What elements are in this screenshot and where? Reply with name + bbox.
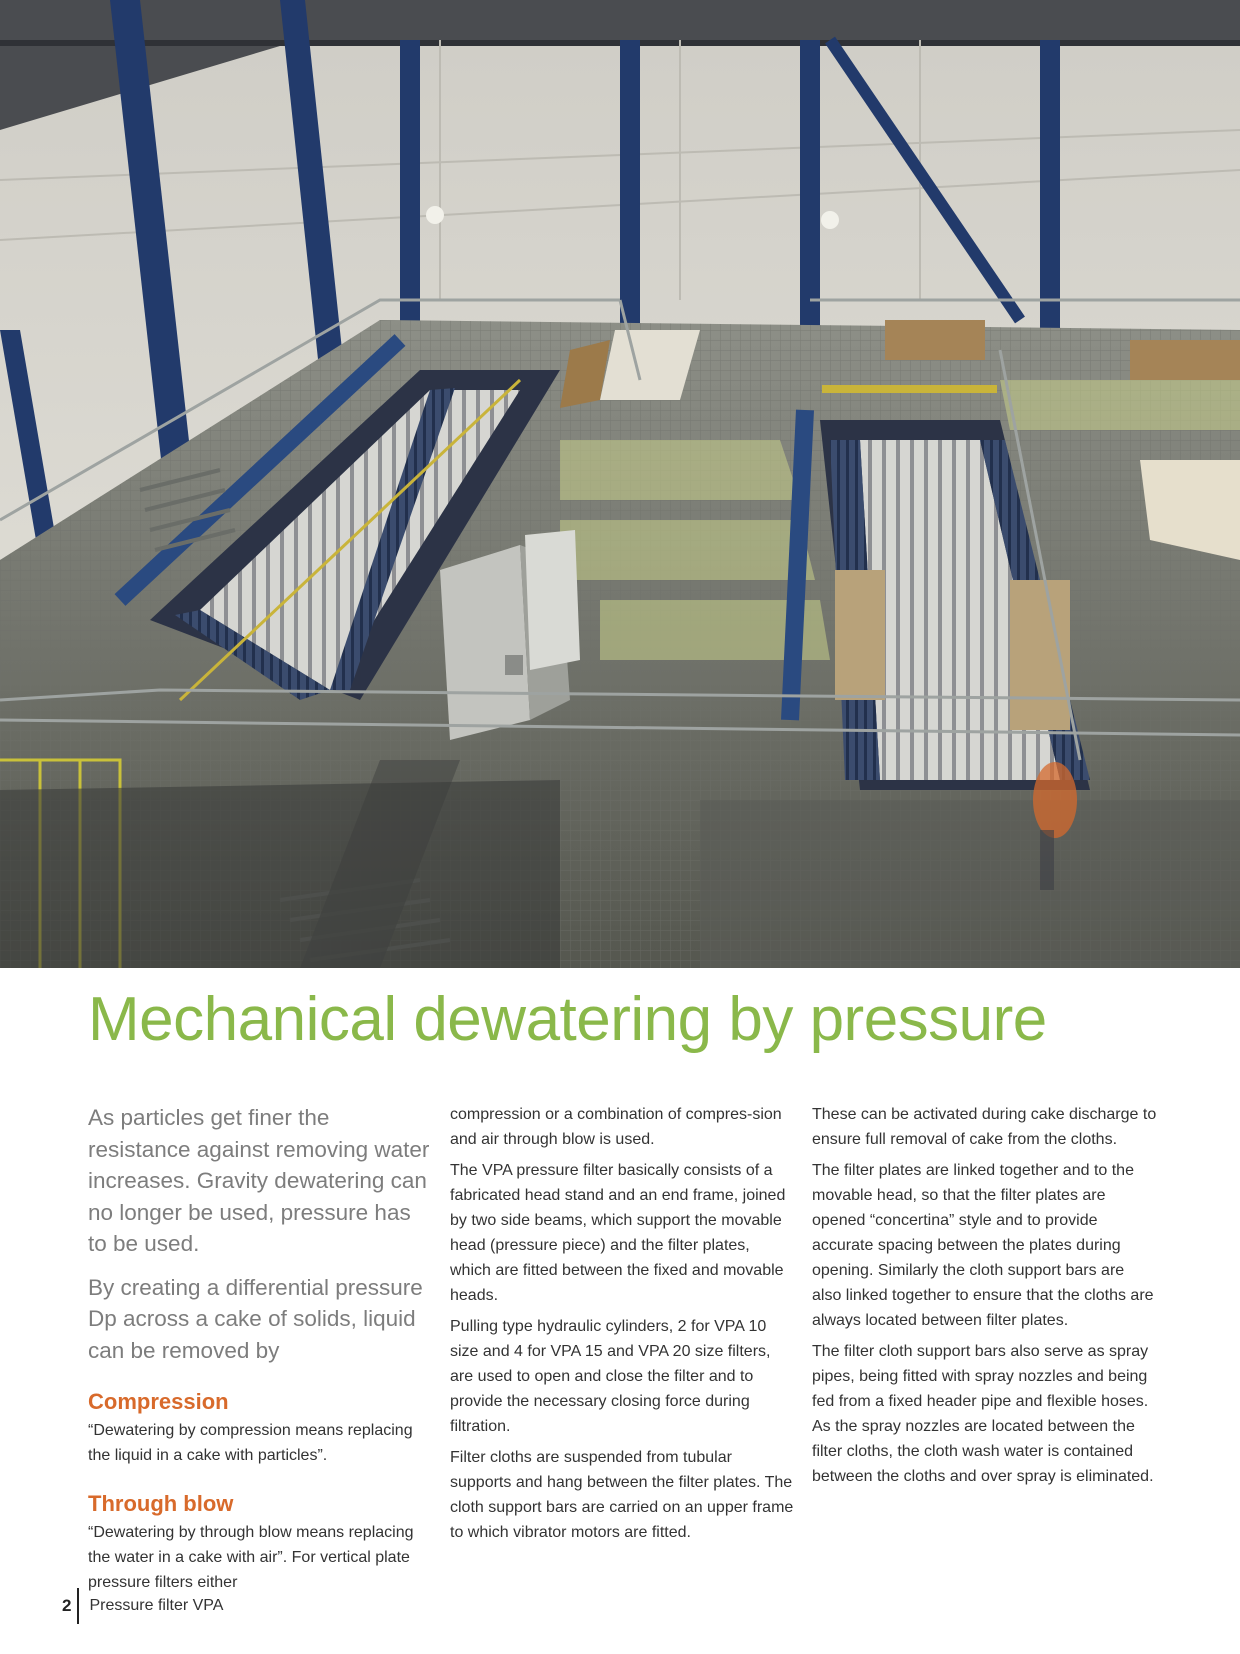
column-2 xyxy=(450,1102,795,1551)
col3-paragraph-2: The filter plates are linked together and to the movable head, so that the filter plates are opened “concertina” style and to provide accurate spacing between the plates during opening. Similarly the cloth support bars are also linked together to ensure that the cloths are always located between filter plates. xyxy=(812,1162,1154,1329)
subheading-through-blow: Through blow xyxy=(88,1491,234,1516)
col3-paragraph-1: These can be activated during cake discharge to ensure full removal of cake from the cloths. xyxy=(812,1106,1157,1148)
intro-paragraph-1: As particles get finer the resistance against removing water increases. Gravity dewatering can no longer be used, pressure has to be used. xyxy=(88,1105,430,1256)
page-footer xyxy=(62,1588,223,1624)
column-1 xyxy=(88,1102,433,1601)
footer-divider xyxy=(77,1588,79,1624)
through-blow-text: “Dewatering by through blow means replacing the water in a cake with air”. For vertical plate pressure filters either xyxy=(88,1524,414,1591)
subheading-compression: Compression xyxy=(88,1389,229,1414)
col2-paragraph-4: Filter cloths are suspended from tubular supports and hang between the filter plates. The cloth support bars are carried on an upper frame to which vibrator motors are fitted. xyxy=(450,1449,794,1541)
col2-paragraph-1: compression or a combination of compres-sion and air through blow is used. xyxy=(450,1106,782,1148)
page-title: Mechanical dewatering by pressure xyxy=(88,985,1047,1054)
col2-paragraph-3: Pulling type hydraulic cylinders, 2 for VPA 10 size and 4 for VPA 15 and VPA 20 size filters, are used to open and close the filter and to provide the necessary closing force during filtration. xyxy=(450,1318,771,1435)
compression-text: “Dewatering by compression means replacing the liquid in a cake with particles”. xyxy=(88,1422,413,1464)
col2-paragraph-2: The VPA pressure filter basically consists of a fabricated head stand and an end frame, joined by two side beams, which support the movable head (pressure piece) and the filter plates, which are fitted between the fixed and movable heads. xyxy=(450,1162,786,1304)
col3-paragraph-3: The filter cloth support bars also serve as spray pipes, being fitted with spray nozzles and being fed from a fixed header pipe and flexible hoses. As the spray nozzles are located between the filter cloths, the cloth wash water is contained between the cloths and over spray is eliminated. xyxy=(812,1343,1154,1485)
footer-label: Pressure filter VPA xyxy=(89,1597,224,1614)
column-3 xyxy=(812,1102,1157,1495)
page-number: 2 xyxy=(62,1596,72,1615)
intro-paragraph-2: By creating a differential pressure Dp across a cake of solids, liquid can be removed by xyxy=(88,1274,423,1363)
